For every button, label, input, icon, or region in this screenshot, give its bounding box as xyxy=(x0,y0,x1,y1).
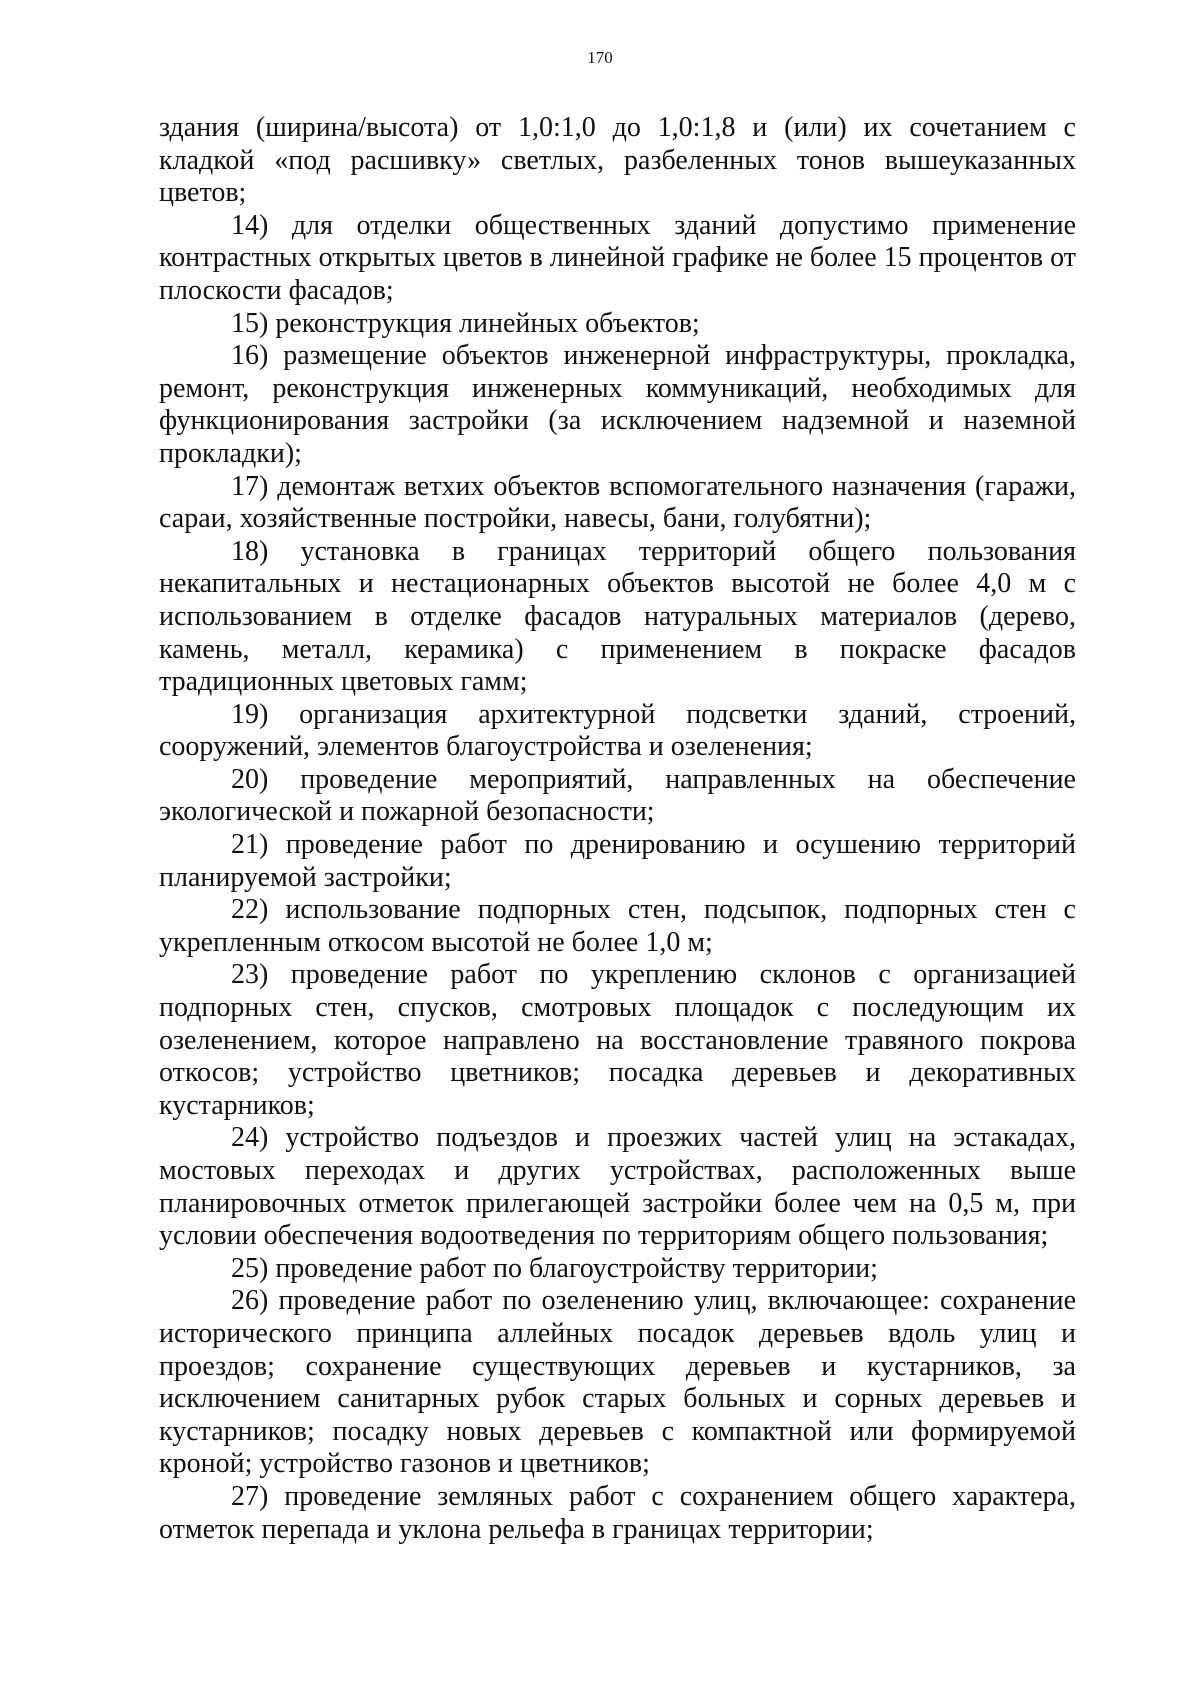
paragraph-continued: здания (ширина/высота) от 1,0:1,0 до 1,0:1,8 и (или) их сочетанием с кладкой «под расшивку» светлых, разбеленных тонов вышеуказанных цветов; xyxy=(159,112,1076,209)
paragraph-item-17: 17) демонтаж ветхих объектов вспомогательного назначения (гаражи, сараи, хозяйственные постройки, навесы, бани, голубятни); xyxy=(159,470,1076,535)
paragraph-item-27: 27) проведение земляных работ с сохранением общего характера, отметок перепада и уклона рельефа в границах территории; xyxy=(159,1480,1076,1545)
paragraph-item-26: 26) проведение работ по озеленению улиц, включающее: сохранение исторического принципа аллейных посадок деревьев вдоль улиц и проездов; сохранение существующих деревьев и кустарников, за исключением санитарных рубок старых больных и сорных деревьев и кустарников; посадку новых деревьев с компактной или формируемой кроной; устройство газонов и цветников; xyxy=(159,1285,1076,1480)
document-body xyxy=(159,112,1076,1546)
paragraph-item-23: 23) проведение работ по укреплению склонов с организацией подпорных стен, спусков, смотровых площадок с последующим их озеленением, которое направлено на восстановление травяного покрова откосов; устройство цветников; посадка деревьев и декоративных кустарников; xyxy=(159,959,1076,1121)
paragraph-item-14: 14) для отделки общественных зданий допустимо применение контрастных открытых цветов в линейной графике не более 15 процентов от плоскости фасадов; xyxy=(159,209,1076,306)
paragraph-item-20: 20) проведение мероприятий, направленных на обеспечение экологической и пожарной безопасности; xyxy=(159,763,1076,828)
paragraph-item-22: 22) использование подпорных стен, подсыпок, подпорных стен с укрепленным откосом высотой не более 1,0 м; xyxy=(159,894,1076,958)
paragraph-item-16: 16) размещение объектов инженерной инфраструктуры, прокладка, ремонт, реконструкция инженерных коммуникаций, необходимых для функционирования застройки (за исключением надземной и наземной прокладки); xyxy=(159,340,1076,469)
paragraph-item-18: 18) установка в границах территорий общего пользования некапитальных и нестационарных объектов высотой не более 4,0 м с использованием в отделке фасадов натуральных материалов (дерево, камень, металл, керамика) с применением в покраске фасадов традиционных цветовых гамм; xyxy=(159,535,1076,698)
paragraph-item-25: 25) проведение работ по благоустройству территории; xyxy=(231,1252,878,1284)
paragraph-item-19: 19) организация архитектурной подсветки зданий, строений, сооружений, элементов благоустройства и озеленения; xyxy=(159,698,1076,763)
paragraph-item-24: 24) устройство подъездов и проезжих частей улиц на эстакадах, мостовых переходах и других устройствах, расположенных выше планировочных отметок прилегающей застройки более чем на 0,5 м, при условии обеспечения водоотведения по территориям общего пользования; xyxy=(159,1122,1076,1252)
paragraph-item-15: 15) реконструкция линейных объектов; xyxy=(231,307,700,339)
page-number: 170 xyxy=(587,48,613,67)
paragraph-item-21: 21) проведение работ по дренированию и осушению территорий планируемой застройки; xyxy=(159,829,1076,893)
